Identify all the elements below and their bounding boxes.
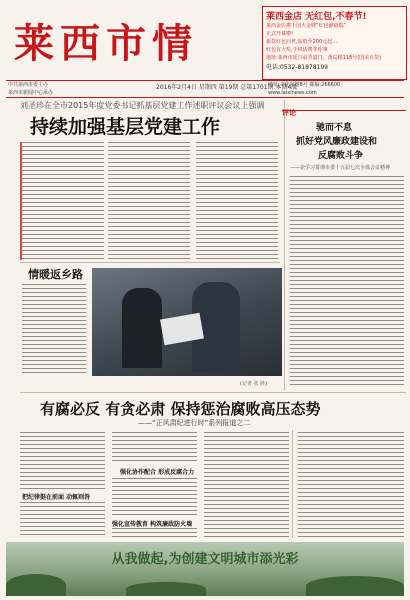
banner-trees (6, 574, 66, 596)
info-left (8, 81, 53, 97)
opinion-title: 驰而不息 (316, 123, 353, 133)
photo-figure (122, 288, 162, 368)
info-organizer: 莱西市新闻中心承办 (8, 90, 54, 96)
opinion-title: 抓好党风廉政建设和 (296, 137, 378, 147)
ad-address: 地址:莱西市延口前青嘉门、黄岛路118号(国美百货) (266, 55, 382, 61)
second-subhead: ——“正风肃纪进行时”系列报道之二 (138, 419, 251, 427)
info-bar (6, 80, 404, 98)
news-photo (92, 268, 282, 376)
info-web: www.laixinews.com (268, 90, 317, 96)
article-column (196, 142, 278, 260)
article-column (112, 528, 197, 538)
info-sponsor: 中共莱西市委主办 (8, 82, 49, 88)
bottom-banner (6, 542, 404, 596)
masthead-title: 莱西市情 (14, 20, 198, 67)
divider (20, 392, 406, 393)
divider (20, 262, 280, 263)
opinion-header (282, 100, 406, 117)
article-column (112, 478, 197, 516)
article-column (22, 284, 86, 376)
banner-text: 从我做起,为创建文明城市添光彩 (111, 552, 299, 567)
section-head: 把纪律挺在前面 动辄则咎 (22, 494, 91, 501)
article-column (290, 176, 404, 386)
info-issue-number: 第19期 总第1701期 本期4版 (218, 84, 298, 91)
opinion-title: 反腐败斗争 (318, 151, 364, 161)
info-address: 地址:文化东路8号 邮编:266600 (268, 82, 341, 88)
lead-headline: 持续加强基层党建工作 (30, 116, 221, 138)
opinion-subtitle: ——论学习贯彻市委十五届七次全体会议精神 (290, 165, 391, 171)
banner-trees (306, 576, 404, 596)
column-divider (292, 430, 293, 538)
ad-line: 红包有大奖,手机话费等你拿 (266, 47, 328, 53)
ad-line: 新款红包问世,钻低至200元起… (266, 39, 338, 45)
article-column (112, 432, 197, 464)
masthead (6, 6, 256, 74)
opinion-label: 评论 (282, 109, 296, 117)
article-column (298, 432, 404, 538)
ad-box (262, 6, 407, 80)
ad-line: 莱西金店携手国大金牌“红包献福瑞” (266, 23, 347, 29)
article-column (108, 142, 190, 260)
article-column (204, 432, 289, 538)
banner-trees (126, 582, 206, 596)
photo-caption: (记者 张 胜) (240, 381, 268, 387)
info-date: 2016年2月4日 星期四 (156, 84, 217, 91)
info-right (268, 81, 404, 97)
column-divider (284, 100, 285, 390)
ad-line: 正式开幕啦! (266, 31, 294, 37)
ad-title: 莱西金店 无红包,不春节! (266, 12, 367, 22)
second-headline: 有腐必反 有贪必肃 保持惩治腐败高压态势 (40, 400, 321, 418)
ad-phone: 电话:0532-81878199 (266, 64, 328, 71)
article-column (20, 432, 105, 490)
section-head: 强化宣传教育 构筑廉政防火墙 (112, 521, 193, 528)
article-column (20, 142, 104, 260)
section-head: 强化协作配合 形成反腐合力 (120, 469, 195, 476)
feature-title: 情暖返乡路 (28, 268, 83, 281)
article-column (20, 502, 105, 536)
lead-subhead: 刘圣珍在全市2015年度党委书记抓基层党建工作述职评议会议上强调 (20, 101, 265, 110)
